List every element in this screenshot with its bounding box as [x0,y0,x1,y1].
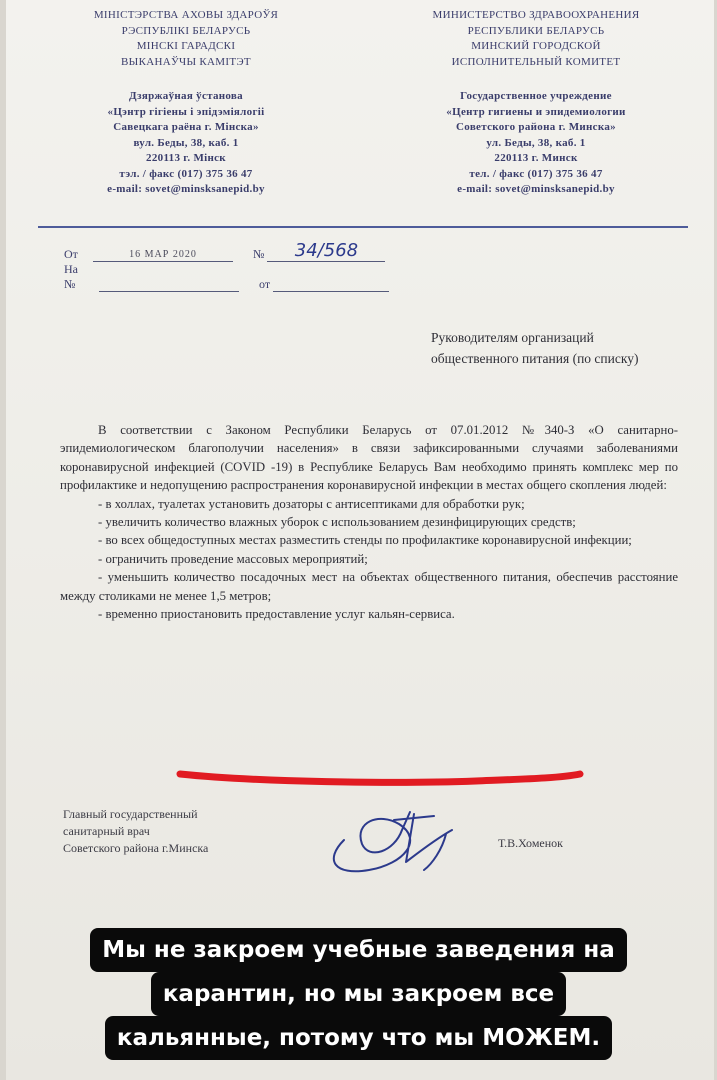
signer-title [63,806,208,857]
measure-item: - во всех общедоступных местах разместить стенды по профилактике коронавирусной инфекции; [98,533,632,548]
ministry-line: РЭСПУБЛІКІ БЕЛАРУСЬ [121,24,251,37]
signer-title-line: санитарный врач [63,824,150,838]
org-line: «Центр гигиены и эпидемиологии [446,105,626,118]
org-line: e-mail: sovet@minsksanepid.by [457,183,615,195]
to-label: На № [64,262,78,291]
letterhead-divider [38,226,688,228]
org-line: тэл. / факс (017) 375 36 47 [119,167,253,180]
ministry-line: ИСПОЛНИТЕЛЬНЫЙ КОМИТЕТ [451,55,621,68]
ot-label: от [259,277,271,291]
measure-item: - увеличить количество влажных уборок с использованием дезинфицирующих средств; [98,515,576,530]
signer-title-line: Главный государственный [63,807,198,821]
org-line: Государственное учреждение [460,90,612,102]
org-line: «Цэнтр гігіены і эпідэміялогіі [107,105,265,118]
red-underline-mark [176,768,586,788]
story-caption [0,928,717,1060]
ministry-line: ВЫКАНАЎЧЫ КАМІТЭТ [121,55,251,68]
date-stamp: 16 МАР 2020 [129,249,197,260]
caption-line: кальянные, потому что мы МОЖЕМ. [105,1016,612,1060]
org-line: тел. / факс (017) 375 36 47 [469,167,603,180]
org-line: e-mail: sovet@minsksanepid.by [107,183,265,195]
ministry-line: РЕСПУБЛИКИ БЕЛАРУСЬ [467,24,605,37]
signer-name: Т.В.Хоменок [498,836,563,850]
incoming-reference [64,262,389,292]
measure-item: - в холлах, туалетах установить дозаторы с антисептиками для обработки рук; [98,496,525,511]
ministry-line: МИНИСТЕРСТВО ЗДРАВООХРАНЕНИЯ [432,9,640,21]
handwritten-number: 34/568 [294,240,359,261]
org-line: вул. Беды, 38, каб. 1 [133,136,239,149]
signer-title-line: Советского района г.Минска [63,841,209,855]
org-line: 220113 г. Мінск [146,152,226,164]
org-line: Дзяржаўная ўстанова [129,90,243,102]
org-line: ул. Беды, 38, каб. 1 [486,136,586,149]
handwritten-signature [314,800,474,880]
from-label: От [64,247,78,261]
org-line: 220113 г. Минск [494,152,578,164]
letter-body [60,421,678,623]
addressee: Руководителям организаций общественного питания (по списку) [431,330,639,366]
ministry-line: МІНСКІ ГАРАДСКІ [136,40,236,52]
measure-item: - уменьшить количество посадочных мест на объектах общественного питания, обеспечив расстояние между столиками не менее 1,5 метров; [60,570,678,603]
letterhead-russian [386,8,686,198]
letterhead-belarusian [36,8,336,198]
measure-item: - ограничить проведение массовых мероприятий; [98,551,368,566]
ministry-line: МІНІСТЭРСТВА АХОВЫ ЗДАРОЎЯ [93,9,279,21]
caption-line: Мы не закроем учебные заведения на [90,928,627,972]
measure-item-highlighted: - временно приостановить предоставление услуг кальян-сервиса. [98,607,455,622]
ministry-line: МИНСКИЙ ГОРОДСКОЙ [471,40,601,52]
number-label: № [253,247,265,261]
org-line: Савецкага раёна г. Мінска» [113,121,259,133]
org-line: Советского района г. Минска» [456,121,616,133]
outgoing-reference [64,240,385,262]
intro-paragraph: В соответствии с Законом Республики Беларусь от 07.01.2012 №340-З «О санитарно-эпидемиологическом благополучии населения» в связи зафиксированными случаями заболеваниями коронавирусной инфекцией (COVID -19) в Республике Беларусь Вам необходимо принять комплекс мер по профилактике и недопущению распространения коронавирусной инфекции в местах общего скопления людей: [60,423,678,493]
document-sheet [6,0,714,1080]
caption-line: карантин, но мы закроем все [151,972,566,1016]
